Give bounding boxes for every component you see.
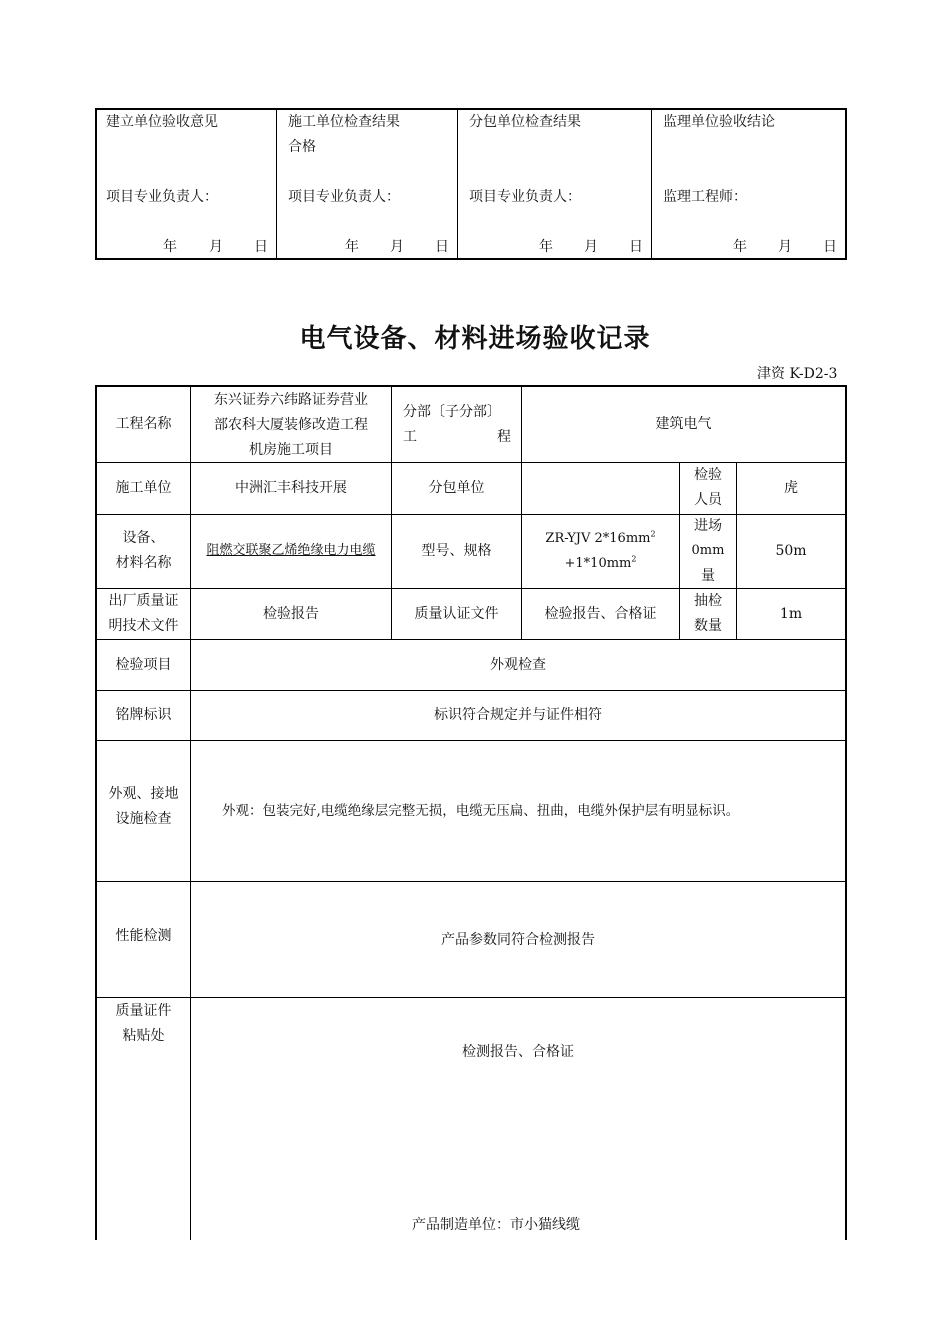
- factory-docs-label: 明技术文件: [108, 618, 179, 634]
- project-name-line-2: 部农科大厦装修改造工程: [214, 417, 368, 433]
- factory-docs-label: 出厂质量证: [108, 593, 179, 609]
- model-label: 型号、规格: [421, 543, 492, 559]
- quantity-label: 量: [701, 568, 715, 584]
- row-divider: [95, 740, 847, 741]
- appearance-value: 外观：包装完好,电缆绝缘层完整无损，电缆无压扁、扭曲，电缆外保护层有明显标识。: [222, 803, 740, 819]
- top-table-divider: [276, 108, 277, 260]
- column-result: 合格: [288, 139, 316, 155]
- person-label: 监理工程师：: [663, 189, 747, 205]
- column-header: 分包单位检查结果: [469, 114, 581, 130]
- project-name-line-1: 东兴证券六纬路证券营业: [214, 392, 368, 408]
- date-year: 年: [733, 239, 747, 255]
- model-value-text: +1*10mm: [564, 556, 632, 571]
- project-name-label: 工程名称: [115, 416, 172, 432]
- column-header: 监理单位验收结论: [663, 114, 775, 130]
- subdivision-label: 分部〔子分部〕: [403, 404, 501, 420]
- form-border-top: [95, 385, 847, 387]
- row-divider: [95, 881, 847, 882]
- row-divider: [95, 462, 847, 463]
- date-month: 月: [390, 239, 404, 255]
- person-label: 项目专业负责人：: [469, 189, 581, 205]
- model-value-text: ZR-YJV 2*16mm: [545, 531, 651, 546]
- appearance-label: 外观、接地: [108, 786, 179, 802]
- date-year: 年: [539, 239, 553, 255]
- row-divider: [95, 690, 847, 691]
- material-label: 设备、: [122, 530, 165, 546]
- appearance-label: 设施检查: [115, 811, 172, 827]
- nameplate-value: 标识符合规定并与证件相符: [434, 707, 602, 723]
- certification-label: 质量认证文件: [414, 606, 499, 622]
- material-label: 材料名称: [115, 555, 172, 571]
- subdivision-label-char: 程: [497, 429, 511, 445]
- person-label: 项目专业负责人：: [106, 189, 218, 205]
- contractor-value: 中洲汇丰科技开展: [235, 480, 347, 496]
- quality-docs-value: 检测报告、合格证: [462, 1044, 574, 1060]
- top-table-border-top: [95, 108, 847, 110]
- date-day: 日: [254, 239, 268, 255]
- manufacturer-text: 产品制造单位：市小猫线缆: [412, 1217, 580, 1233]
- row-divider: [95, 588, 847, 589]
- material-value: 阻燃交联聚乙烯绝缘电力电缆: [206, 543, 376, 558]
- nameplate-label: 铭牌标识: [115, 707, 172, 723]
- performance-label: 性能检测: [115, 928, 172, 944]
- date-month: 月: [584, 239, 598, 255]
- inspector-label: 检验: [694, 467, 722, 483]
- material-value-cell: [191, 542, 391, 560]
- subdivision-label-char: 工: [403, 429, 417, 445]
- inspection-item-value: 外观检查: [490, 657, 546, 673]
- subdivision-value: 建筑电气: [655, 416, 712, 432]
- date-year: 年: [345, 239, 359, 255]
- performance-value: 产品参数同符合检测报告: [441, 932, 595, 948]
- document-title: 电气设备、材料进场验收记录: [299, 324, 651, 354]
- date-month: 月: [778, 239, 792, 255]
- date-day: 日: [435, 239, 449, 255]
- top-table-divider: [457, 108, 458, 260]
- col-divider: [190, 385, 191, 1240]
- model-superscript: 2: [631, 554, 637, 564]
- sample-label: 数量: [694, 618, 722, 634]
- quantity-label: 0mm: [691, 543, 725, 558]
- date-day: 日: [823, 239, 837, 255]
- date-month: 月: [209, 239, 223, 255]
- project-name-line-3: 机房施工项目: [249, 442, 333, 458]
- row-divider: [95, 997, 847, 998]
- contractor-label: 施工单位: [115, 480, 172, 496]
- col-divider: [391, 385, 392, 639]
- model-value-line-1: [522, 530, 679, 548]
- column-header: 建立单位验收意见: [106, 114, 218, 130]
- inspector-label: 人员: [694, 492, 722, 508]
- column-header: 施工单位检查结果: [288, 114, 400, 130]
- quality-docs-label: 粘贴处: [122, 1028, 165, 1044]
- date-day: 日: [629, 239, 643, 255]
- row-divider: [95, 514, 847, 515]
- row-divider: [95, 639, 847, 640]
- inspection-item-label: 检验项目: [115, 657, 172, 673]
- quantity-label: 进场: [694, 518, 722, 534]
- person-label: 项目专业负责人：: [288, 189, 400, 205]
- quality-docs-label: 质量证件: [115, 1003, 172, 1019]
- subcontractor-label: 分包单位: [428, 480, 485, 496]
- model-superscript: 2: [650, 529, 656, 539]
- form-code: 津资 K-D2-3: [757, 366, 838, 382]
- top-table-border-left: [95, 108, 97, 260]
- top-table-border-right: [845, 108, 847, 260]
- top-table-border-bottom: [95, 258, 847, 260]
- top-table-divider: [651, 108, 652, 260]
- sample-value: 1m: [779, 606, 803, 622]
- factory-docs-value: 检验报告: [263, 606, 319, 622]
- model-value-line-2: [522, 555, 679, 573]
- certification-value: 检验报告、合格证: [544, 606, 657, 622]
- sample-label: 抽检: [694, 593, 722, 609]
- inspector-value: 虎: [784, 480, 798, 496]
- quantity-value: 50m: [775, 543, 807, 559]
- date-year: 年: [163, 239, 177, 255]
